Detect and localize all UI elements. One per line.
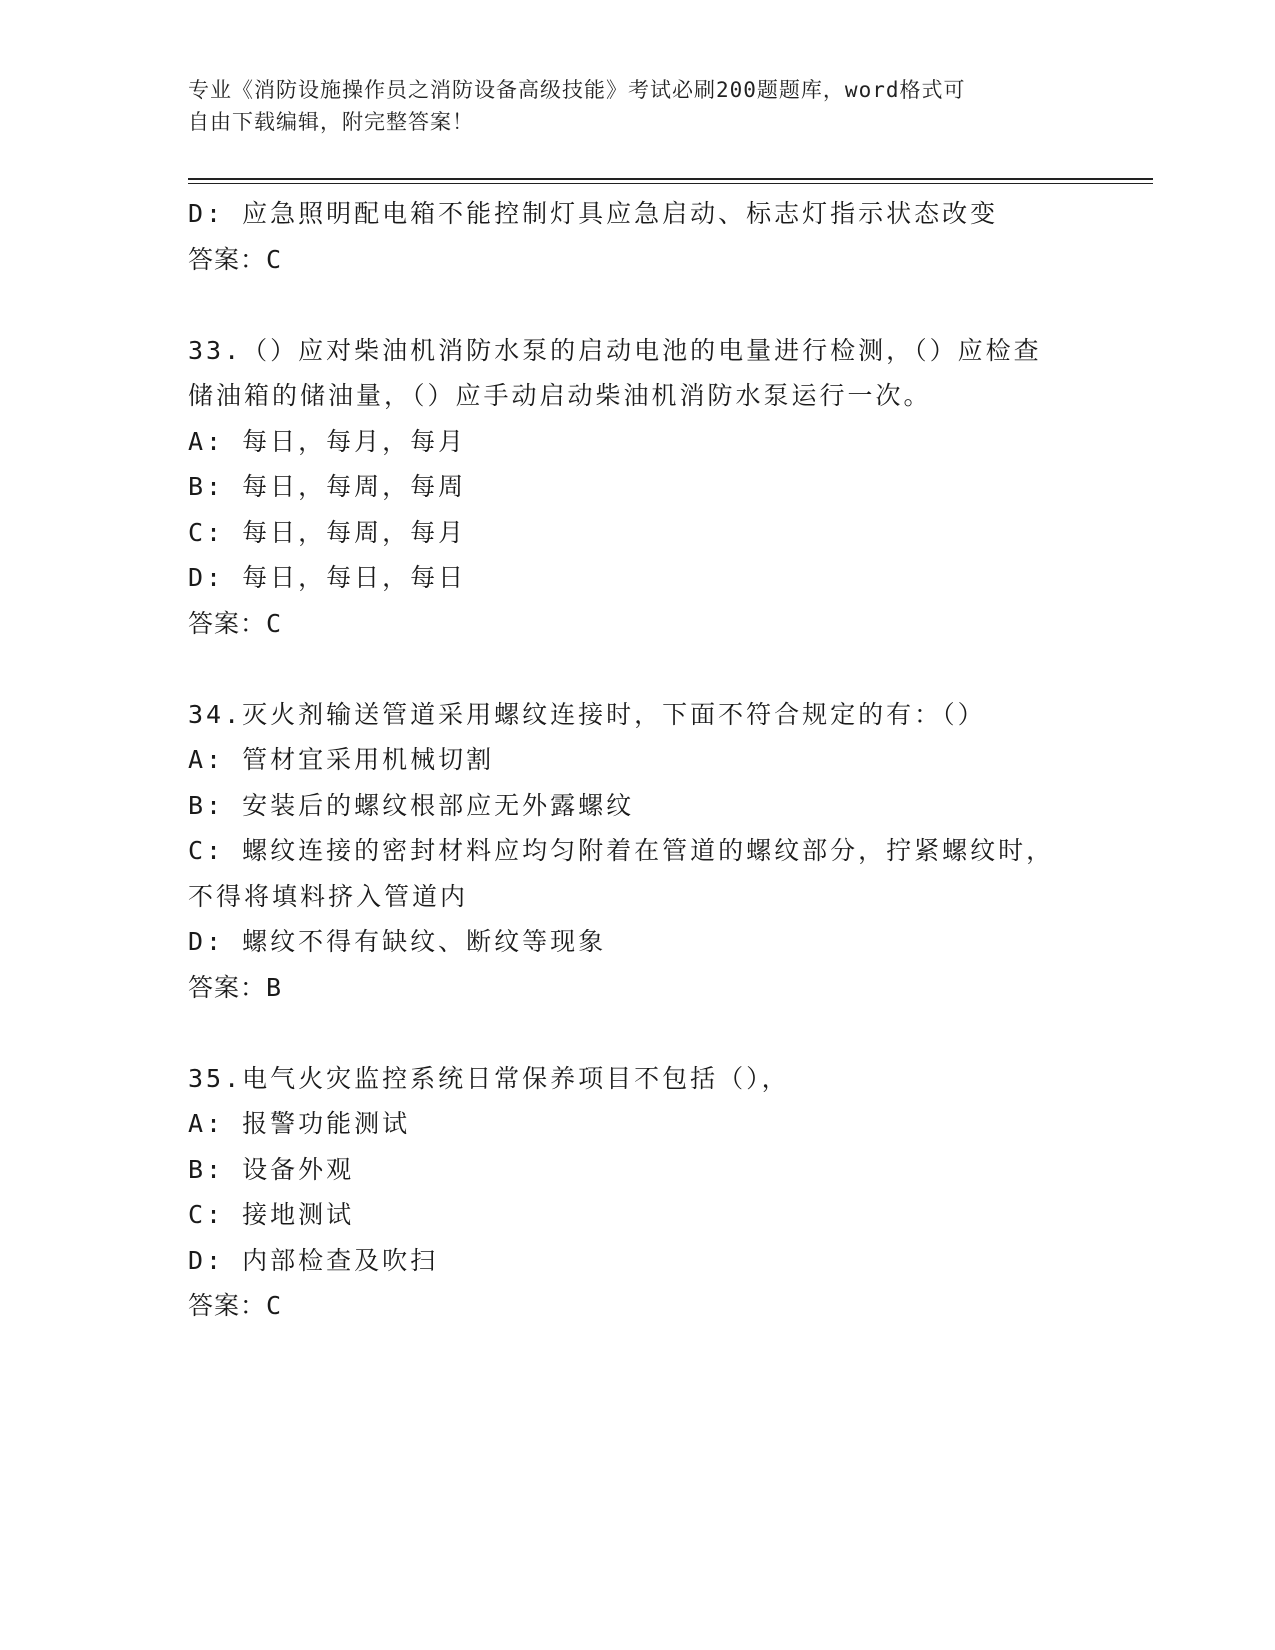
- question-32-tail: [188, 191, 1153, 282]
- option-a: A: 报警功能测试: [188, 1109, 411, 1138]
- option-c-continued: 不得将填料挤入管道内: [188, 881, 469, 911]
- option-a: A: 管材宜采用机械切割: [188, 745, 495, 774]
- question-33: [188, 328, 1153, 647]
- option-c: C: 螺纹连接的密封材料应均匀附着在管道的螺纹部分，拧紧螺纹时，: [188, 836, 1055, 865]
- question-stem-line: 储油箱的储油量，（）应手动启动柴油机消防水泵运行一次。: [188, 381, 932, 410]
- question-34: [188, 692, 1153, 1011]
- option-d: D: 应急照明配电箱不能控制灯具应急启动、标志灯指示状态改变: [188, 199, 999, 228]
- header-line-2: 自由下载编辑，附完整答案！: [188, 110, 474, 134]
- document-header: [188, 74, 1088, 138]
- option-b: B: 设备外观: [188, 1154, 355, 1184]
- option-b: B: 每日，每周，每周: [188, 472, 467, 501]
- question-35: [188, 1056, 1153, 1329]
- option-b: B: 安装后的螺纹根部应无外露螺纹: [188, 790, 635, 820]
- question-stem-line: 33.（）应对柴油机消防水泵的启动电池的电量进行检测，（）应检查: [188, 335, 1042, 365]
- option-d: D: 每日，每日，每日: [188, 563, 467, 592]
- option-c: C: 接地测试: [188, 1200, 355, 1229]
- option-d: D: 内部检查及吹扫: [188, 1245, 439, 1275]
- question-stem-line: 34.灭火剂输送管道采用螺纹连接时，下面不符合规定的有：（）: [188, 699, 986, 729]
- header-divider-thick: [188, 178, 1153, 180]
- answer: 答案：C: [188, 608, 283, 638]
- answer: 答案：C: [188, 1291, 283, 1320]
- header-line-1: 专业《消防设施操作员之消防设备高级技能》考试必刷200题题库，word格式可: [188, 78, 966, 102]
- answer: 答案：B: [188, 972, 283, 1002]
- header-divider-thin: [188, 183, 1153, 184]
- answer: 答案：C: [188, 244, 283, 274]
- option-a: A: 每日，每月，每月: [188, 426, 467, 456]
- document-body: [188, 191, 1153, 1329]
- option-d: D: 螺纹不得有缺纹、断纹等现象: [188, 927, 607, 956]
- question-stem-line: 35.电气火灾监控系统日常保养项目不包括（），: [188, 1063, 790, 1093]
- option-c: C: 每日，每周，每月: [188, 517, 467, 547]
